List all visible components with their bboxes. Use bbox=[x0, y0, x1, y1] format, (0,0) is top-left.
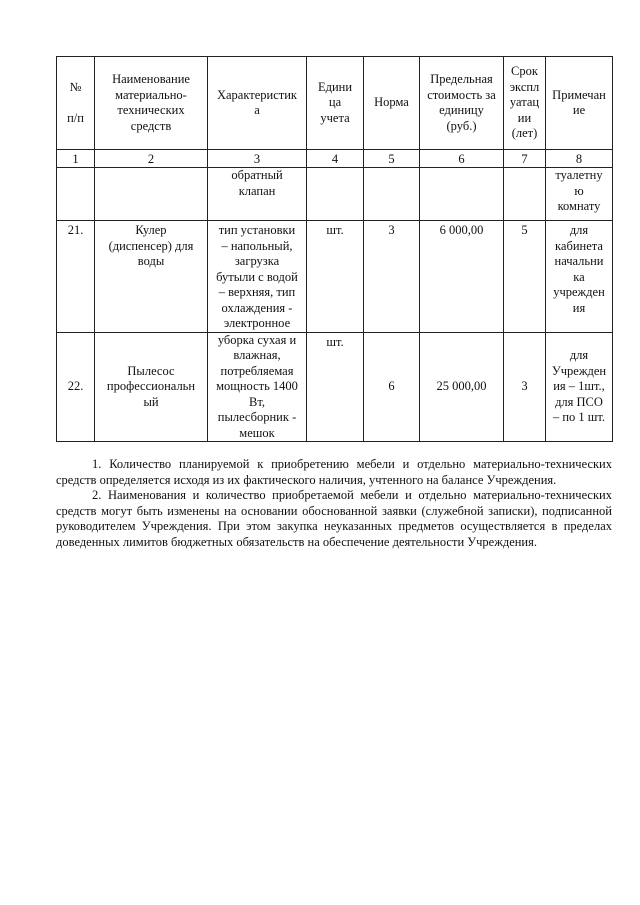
cell-price bbox=[420, 168, 504, 221]
cell-characteristic: тип установки – напольный, загрузка бутыли с водой – верхняя, тип охлаждения - электронное bbox=[208, 221, 307, 333]
cell-term: 5 bbox=[504, 221, 546, 333]
cell-price: 25 000,00 bbox=[420, 332, 504, 442]
specification-table bbox=[56, 56, 613, 442]
table-row bbox=[57, 168, 613, 221]
cell-characteristic: обратный клапан bbox=[208, 168, 307, 221]
column-number: 6 bbox=[420, 150, 504, 168]
cell-name: Пылесос профессиональн ый bbox=[95, 332, 208, 442]
table-row bbox=[57, 221, 613, 333]
header-unit: Едини ца учета bbox=[307, 57, 364, 150]
cell-num: 22. bbox=[57, 332, 95, 442]
column-number-row bbox=[57, 150, 613, 168]
cell-norm: 3 bbox=[364, 221, 420, 333]
table-header-row bbox=[57, 57, 613, 150]
column-number: 3 bbox=[208, 150, 307, 168]
header-note: Примечан ие bbox=[546, 57, 613, 150]
cell-unit bbox=[307, 168, 364, 221]
column-number: 2 bbox=[95, 150, 208, 168]
cell-name bbox=[95, 168, 208, 221]
cell-characteristic: уборка сухая и влажная, потребляемая мощность 1400 Вт, пылесборник - мешок bbox=[208, 332, 307, 442]
cell-term bbox=[504, 168, 546, 221]
header-term: Срок экспл уатац ии (лет) bbox=[504, 57, 546, 150]
column-number: 4 bbox=[307, 150, 364, 168]
cell-name: Кулер (диспенсер) для воды bbox=[95, 221, 208, 333]
table-row bbox=[57, 332, 613, 442]
column-number: 7 bbox=[504, 150, 546, 168]
cell-num bbox=[57, 168, 95, 221]
cell-note: туалетну ю комнату bbox=[546, 168, 613, 221]
cell-unit: шт. bbox=[307, 332, 364, 442]
note-paragraph: 2. Наименования и количество приобретаемой мебели и отдельно материально-технических средств могут быть изменены на основании обоснованной заявки (служебной записки), подписанной руководителем Учреждения. При этом закупка неуказанных предметов осуществляется в пределах доведенных лимитов бюджетных обязательств на обеспечение деятельности Учреждения. bbox=[56, 488, 612, 549]
cell-term: 3 bbox=[504, 332, 546, 442]
cell-norm: 6 bbox=[364, 332, 420, 442]
cell-num: 21. bbox=[57, 221, 95, 333]
note-paragraph: 1. Количество планируемой к приобретению мебели и отдельно материально-технических средств определяется исходя из их фактического наличия, учтенного на балансе Учреждения. bbox=[56, 457, 612, 487]
header-num: № п/п bbox=[57, 57, 95, 150]
cell-note: для Учрежден ия – 1шт., для ПСО – по 1 шт. bbox=[546, 332, 613, 442]
cell-note: для кабинета начальни ка учрежден ия bbox=[546, 221, 613, 333]
column-number: 8 bbox=[546, 150, 613, 168]
notes-section bbox=[56, 457, 612, 550]
column-number: 1 bbox=[57, 150, 95, 168]
cell-norm bbox=[364, 168, 420, 221]
header-characteristic: Характеристик а bbox=[208, 57, 307, 150]
cell-price: 6 000,00 bbox=[420, 221, 504, 333]
column-number: 5 bbox=[364, 150, 420, 168]
header-norm: Норма bbox=[364, 57, 420, 150]
cell-unit: шт. bbox=[307, 221, 364, 333]
header-price: Предельная стоимость за единицу (руб.) bbox=[420, 57, 504, 150]
header-name: Наименование материально- технических средств bbox=[95, 57, 208, 150]
